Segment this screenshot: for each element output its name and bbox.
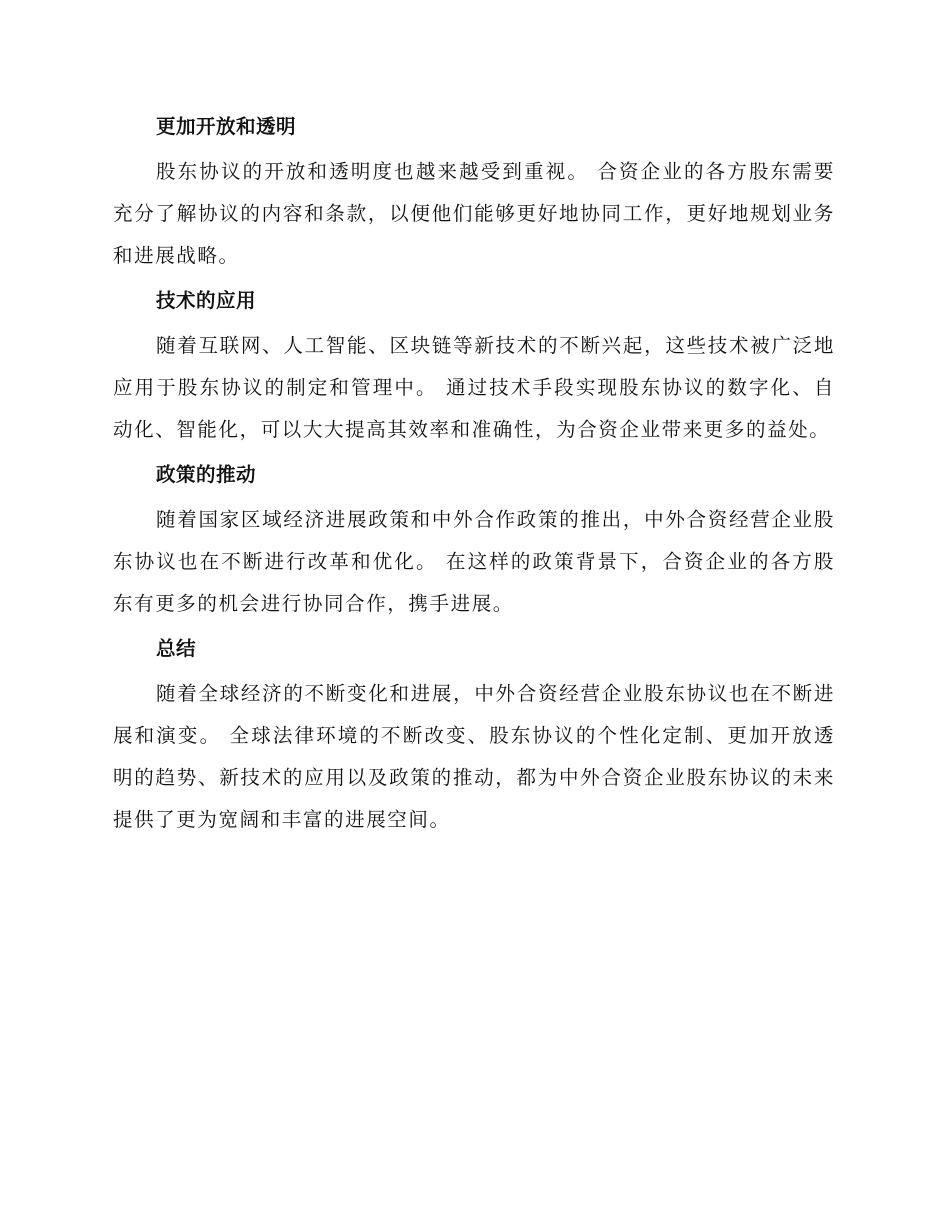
section-heading-summary: 总结 xyxy=(156,637,197,660)
section-paragraph-openness: 股东协议的开放和透明度也越来越受到重视。 合资企业的各方股东需要充分了解协议的内容和条款，以便他们能够更好地协同工作，更好地规划业务和进展战略。 xyxy=(113,160,835,267)
document-content xyxy=(113,107,835,845)
section-heading-technology: 技术的应用 xyxy=(156,289,257,312)
section-paragraph-summary: 随着全球经济的不断变化和进展，中外合资经营企业股东协议也在不断进展和演变。 全球法律环境的不断改变、股东协议的个性化定制、更加开放透明的趋势、新技术的应用以及政策的推动，都为中外合资企业股东协议的未来提供了更为宽阔和丰富的进展空间。 xyxy=(113,682,835,831)
section-paragraph-technology: 随着互联网、人工智能、区块链等新技术的不断兴起，这些技术被广泛地应用于股东协议的制定和管理中。 通过技术手段实现股东协议的数字化、自动化、智能化，可以大大提高其效率和准确性，为合资企业带来更多的益处。 xyxy=(113,334,835,441)
section-heading-openness: 更加开放和透明 xyxy=(156,115,297,138)
section-heading-policy: 政策的推动 xyxy=(156,463,257,486)
section-paragraph-policy: 随着国家区域经济进展政策和中外合作政策的推出，中外合资经营企业股东协议也在不断进行改革和优化。 在这样的政策背景下，合资企业的各方股东有更多的机会进行协同合作，携手进展。 xyxy=(113,508,835,615)
